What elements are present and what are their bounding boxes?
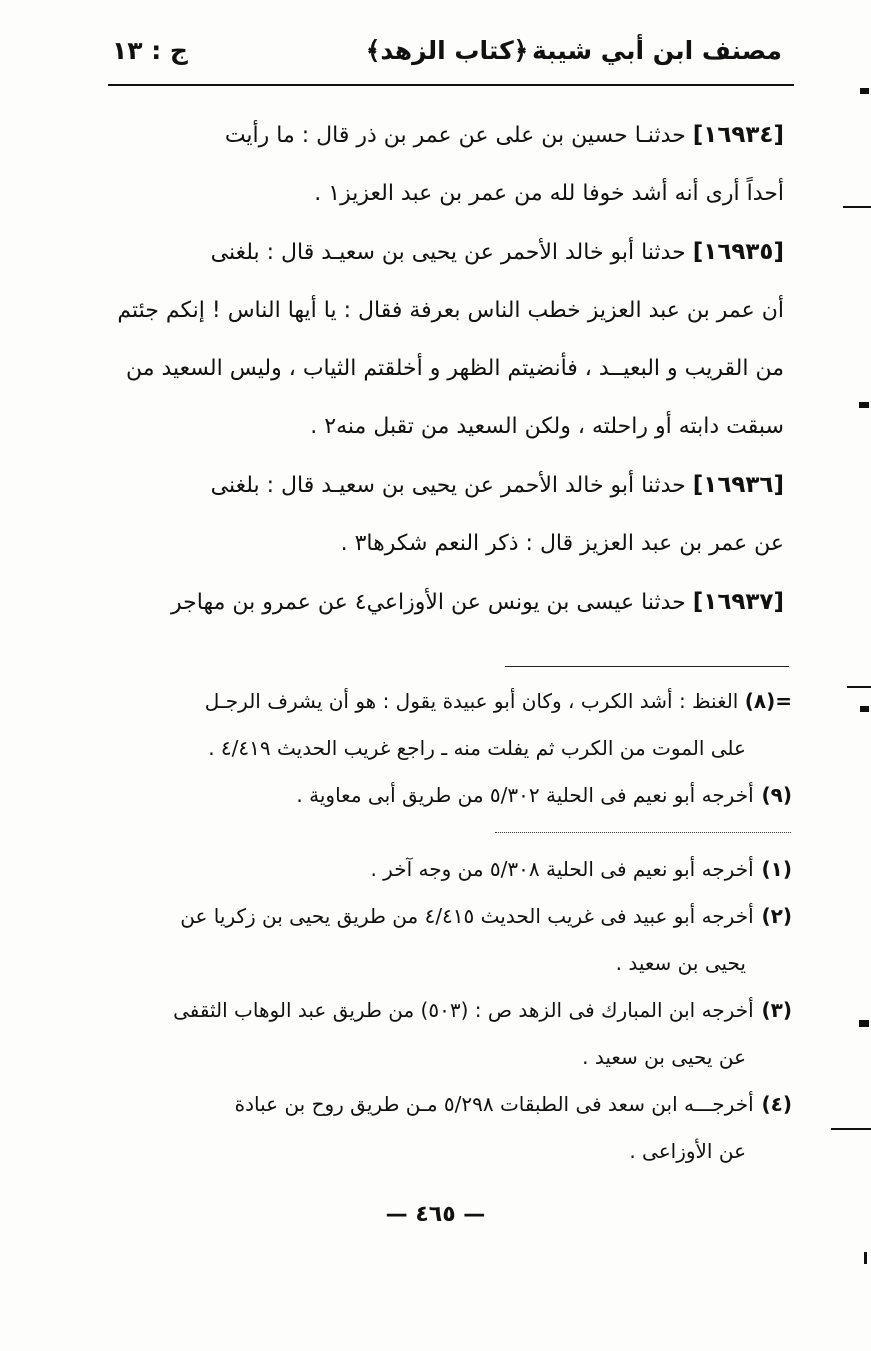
scan-mark bbox=[859, 402, 869, 408]
footnote-separator-wavy bbox=[495, 832, 791, 833]
scan-mark bbox=[847, 686, 871, 688]
hadith-number: [١٦٩٣٥] bbox=[692, 239, 784, 265]
footnote-line: أخرجه أبو نعيم فى الحلية ٥/٣٠٨ من وجه آخر . bbox=[370, 857, 754, 881]
footnote-4 bbox=[112, 1081, 792, 1175]
scan-mark bbox=[864, 1252, 867, 1264]
footnote-number: (٩) bbox=[761, 783, 792, 807]
hadith-number: [١٦٩٣٧] bbox=[692, 589, 784, 615]
text-line: سبقت دابته أو راحلته ، ولكن السعيد من تقبل منه٢ . bbox=[310, 414, 784, 439]
header-rule bbox=[108, 84, 794, 86]
footnote-line: الغنظ : أشد الكرب ، وكان أبو عبيدة يقول : هو أن يشرف الرجـل bbox=[204, 689, 739, 713]
continued-footnotes bbox=[112, 678, 792, 819]
footnote-line: عن الأوزاعى . bbox=[629, 1139, 746, 1163]
footnote-number: (١) bbox=[761, 857, 792, 881]
hadith-16936 bbox=[112, 456, 784, 573]
footnote-rule bbox=[505, 666, 789, 667]
footnote-8 bbox=[112, 678, 792, 772]
text-line: حدثنا أبو خالد الأحمر عن يحيى بن سعيـد قال : بلغنى bbox=[210, 473, 686, 498]
hadith-16935 bbox=[112, 223, 784, 456]
text-line: حدثنـا حسين بن على عن عمر بن ذر قال : ما رأيت bbox=[224, 123, 686, 148]
text-line: أحداً أرى أنه أشد خوفا لله من عمر بن عبد العزيز١ . bbox=[314, 181, 784, 206]
footnote-3 bbox=[112, 987, 792, 1081]
page-footnotes bbox=[112, 846, 792, 1175]
hadith-number: [١٦٩٣٦] bbox=[692, 472, 784, 498]
scan-mark bbox=[859, 1020, 869, 1027]
running-header bbox=[112, 34, 782, 84]
footnote-number: (٣) bbox=[761, 998, 792, 1022]
scan-mark bbox=[831, 1128, 871, 1130]
footnote-line: أخرجه ابن المبارك فى الزهد ص : (٥٠٣) من طريق عبد الوهاب الثقفى bbox=[173, 998, 754, 1022]
text-line: حدثنا عيسى بن يونس عن الأوزاعي٤ عن عمرو بن مهاجر bbox=[171, 590, 686, 615]
footnote-line: عن يحيى بن سعيد . bbox=[582, 1045, 746, 1069]
footnote-line: يحيى بن سعيد . bbox=[615, 951, 746, 975]
hadith-16937 bbox=[112, 573, 784, 632]
book-title: مصنف ابن أبي شيبة bbox=[531, 36, 782, 65]
volume-label: ج : ١٣ bbox=[112, 36, 188, 65]
footnote-number: =(٨) bbox=[744, 689, 792, 713]
footnote-line: على الموت من الكرب ثم يفلت منه ـ راجع غريب الحديث ٤/٤١٩ . bbox=[208, 736, 746, 760]
footnote-line: أخرجه أبو نعيم فى الحلية ٥/٣٠٢ من طريق أبى معاوية . bbox=[296, 783, 754, 807]
scan-mark bbox=[860, 88, 869, 94]
main-text bbox=[112, 106, 784, 632]
footnote-2 bbox=[112, 893, 792, 987]
footnote-9 bbox=[112, 772, 792, 819]
text-line: أن عمر بن عبد العزيز خطب الناس بعرفة فقال : يا أيها الناس ! إنكم جئتم bbox=[117, 298, 784, 323]
chapter-title: ﴿كتاب الزهد﴾ bbox=[365, 36, 529, 65]
footnote-line: أخرجه أبو عبيد فى غريب الحديث ٤/٤١٥ من طريق يحيى بن زكريا عن bbox=[180, 904, 754, 928]
page-number: — ٤٦٥ — bbox=[385, 1202, 486, 1227]
scan-mark bbox=[843, 206, 871, 208]
footnote-number: (٤) bbox=[761, 1092, 792, 1116]
hadith-16934 bbox=[112, 106, 784, 223]
footnote-number: (٢) bbox=[761, 904, 792, 928]
text-line: من القريب و البعيــد ، فأنضيتم الظهر و أخلقتم الثياب ، وليس السعيد من bbox=[125, 356, 784, 381]
text-line: حدثنا أبو خالد الأحمر عن يحيى بن سعيـد قال : بلغنى bbox=[210, 240, 686, 265]
hadith-number: [١٦٩٣٤] bbox=[692, 122, 784, 148]
footnote-1 bbox=[112, 846, 792, 893]
footnote-line: أخرجـــه ابن سعد فى الطبقات ٥/٢٩٨ مـن طريق روح بن عبادة bbox=[234, 1092, 754, 1116]
scan-mark bbox=[860, 706, 869, 712]
text-line: عن عمر بن عبد العزيز قال : ذكر النعم شكرها٣ . bbox=[340, 531, 784, 556]
